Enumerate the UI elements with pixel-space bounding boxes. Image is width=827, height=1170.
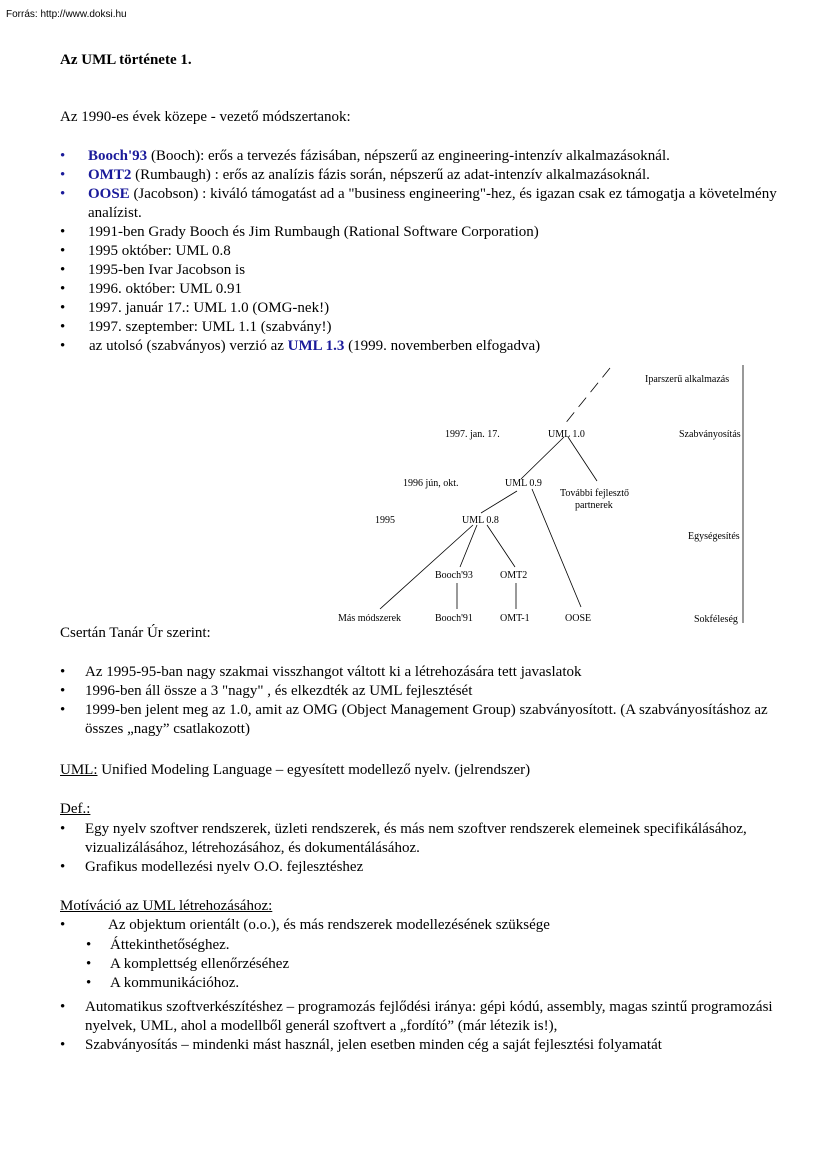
bullet-icon: • <box>60 821 66 837</box>
bullet-icon: • <box>60 167 66 183</box>
list-item <box>60 280 780 299</box>
edge-line <box>564 368 610 425</box>
node-omt2: OMT2 <box>500 570 528 581</box>
bullet-icon: • <box>60 859 66 875</box>
bullet-icon: • <box>60 999 66 1015</box>
edge-line <box>568 437 597 481</box>
edge-line <box>380 525 473 609</box>
history-text: 1995 október: UML 0.8 <box>88 243 231 259</box>
method-name: Booch'93 <box>88 148 148 164</box>
list-item <box>60 663 780 682</box>
list-text: A kommunikációhoz. <box>110 975 240 991</box>
node-other-methods: Más módszerek <box>338 613 402 624</box>
uml-definition <box>60 761 530 780</box>
bullet-icon: • <box>60 224 66 240</box>
list-text: 1999-ben jelent meg az 1.0, amit az OMG (Object Management Group) szabványosított. (A szabványosításhoz az összes „nagy” csatlakozott) <box>85 702 768 737</box>
list-text: Szabványosítás – mindenki mást használ, jelen esetben minden cég a saját fejlesztési folyamatát <box>85 1037 662 1053</box>
stage-label: Sokféleség <box>694 614 738 625</box>
motivation-list-2 <box>60 998 780 1055</box>
bullet-icon: • <box>60 683 66 699</box>
bullet-icon: • <box>60 186 66 202</box>
bullet-icon: • <box>60 702 66 718</box>
method-desc: (Jacobson) : kiváló támogatást ad a "business engineering"-hez, és igazan csak ez támogatja a követelmény analízist. <box>88 186 777 221</box>
node-booch93: Booch'93 <box>435 570 473 581</box>
node-partners: További fejlesztő <box>560 488 629 499</box>
edge-line <box>487 525 515 567</box>
date-label: 1996 jún, okt. <box>403 478 459 489</box>
list-item <box>60 955 780 974</box>
history-list <box>60 147 780 356</box>
bullet-icon: • <box>60 1037 66 1053</box>
edge-line <box>521 437 564 479</box>
list-text: Az objektum orientált (o.o.), és más rendszerek modellezésének szüksége <box>108 917 550 933</box>
def-heading: Def.: <box>60 801 91 817</box>
bullet-icon: • <box>60 148 66 164</box>
list-text: Grafikus modellezési nyelv O.O. fejlesztéshez <box>85 859 364 875</box>
list-item <box>60 820 780 858</box>
history-text: (1999. novemberben elfogadva) <box>344 338 541 354</box>
history-text: 1997. szeptember: UML 1.1 (szabvány!) <box>88 319 332 335</box>
stage-label: Szabványosítás <box>679 429 741 440</box>
list-item <box>60 185 780 223</box>
list-item <box>60 318 780 337</box>
uml-text: Unified Modeling Language – egyesített modellező nyelv. (jelrendszer) <box>97 762 531 778</box>
node-uml-1-0: UML 1.0 <box>548 429 585 440</box>
list-item <box>60 1036 780 1055</box>
section-heading: Csertán Tanár Úr szerint: <box>60 625 211 641</box>
history-text: 1996. október: UML 0.91 <box>88 281 243 297</box>
uml-label: UML: <box>60 762 98 778</box>
list-text: Áttekinthetőséghez. <box>110 937 230 953</box>
edge-line <box>481 491 517 513</box>
list-text: Egy nyelv szoftver rendszerek, üzleti rendszerek, és más nem szoftver rendszerek elemeinek specifikálásához, vizualizálásához, létrehozásához, és dokumentálásához. <box>85 821 747 856</box>
list-item <box>60 858 780 877</box>
bullet-icon: • <box>60 917 66 933</box>
history-text: 1995-ben Ivar Jacobson is <box>88 262 246 278</box>
list-item <box>60 916 780 935</box>
history-text: 1997. január 17.: UML 1.0 (OMG-nek!) <box>88 300 330 316</box>
list-item <box>60 242 780 261</box>
list-item <box>60 166 780 185</box>
list-item <box>60 299 780 318</box>
source-note: Forrás: http://www.doksi.hu <box>6 9 127 20</box>
bullet-icon: • <box>60 338 66 354</box>
bullet-icon: • <box>60 319 66 335</box>
list-item <box>60 223 780 242</box>
node-uml-0-9: UML 0.9 <box>505 478 542 489</box>
node-oose: OOSE <box>565 613 592 624</box>
list-item <box>60 974 780 993</box>
date-label: 1995 <box>375 515 395 526</box>
method-name: OOSE <box>88 186 130 202</box>
date-label: 1997. jan. 17. <box>445 429 500 440</box>
csertan-list <box>60 663 780 739</box>
bullet-icon: • <box>86 937 92 953</box>
bullet-icon: • <box>60 300 66 316</box>
page-title: Az UML története 1. <box>60 52 192 68</box>
history-text: 1991-ben Grady Booch és Jim Rumbaugh (Rational Software Corporation) <box>88 224 539 240</box>
stage-label: Egységesítés <box>688 531 740 542</box>
list-item <box>60 337 780 356</box>
version-highlight: UML 1.3 <box>287 338 345 354</box>
motivation-heading: Motíváció az UML létrehozásához: <box>60 898 273 914</box>
list-text: Az 1995-95-ban nagy szakmai visszhangot váltott ki a létrehozására tett javaslatok <box>85 664 582 680</box>
bullet-icon: • <box>60 281 66 297</box>
node-booch91: Booch'91 <box>435 613 473 624</box>
list-item <box>60 682 780 701</box>
bullet-icon: • <box>60 664 66 680</box>
node-partners: partnerek <box>575 500 613 511</box>
intro-text: Az 1990-es évek közepe - vezető módszertanok: <box>60 109 351 125</box>
history-text: az utolsó (szabványos) verzió az <box>89 338 288 354</box>
edge-line <box>532 489 581 607</box>
list-item <box>60 261 780 280</box>
bullet-icon: • <box>86 975 92 991</box>
motivation-sublist <box>60 936 780 993</box>
node-uml-0-8: UML 0.8 <box>462 515 499 526</box>
bullet-icon: • <box>60 243 66 259</box>
method-desc: (Rumbaugh) : erős az analízis fázis során, népszerű az adat-intenzív alkalmazásoknál. <box>131 167 650 183</box>
list-text: A komplettség ellenőrzéséhez <box>110 956 290 972</box>
list-text: 1996-ben áll össze a 3 "nagy" , és elkezdték az UML fejlesztését <box>85 683 473 699</box>
list-text: Automatikus szoftverkészítéshez – programozás fejlődési iránya: gépi kódú, assembly, magas szintű programozási nyelvek, UML, ahol a modellből generál szoftvert a „fordító” (már létezik is!), <box>85 999 773 1034</box>
list-item <box>60 936 780 955</box>
list-item <box>60 998 780 1036</box>
method-desc: (Booch): erős a tervezés fázisában, népszerű az engineering-intenzív alkalmazásoknál. <box>147 148 670 164</box>
edge-line <box>460 525 477 567</box>
list-item <box>60 701 780 739</box>
method-name: OMT2 <box>88 167 132 183</box>
uml-history-diagram <box>335 365 750 627</box>
node-omt1: OMT-1 <box>500 613 530 624</box>
bullet-icon: • <box>60 262 66 278</box>
stage-label: Iparszerű alkalmazás <box>645 374 730 385</box>
def-list <box>60 820 780 877</box>
bullet-icon: • <box>86 956 92 972</box>
list-item <box>60 147 780 166</box>
motivation-list <box>60 916 780 935</box>
